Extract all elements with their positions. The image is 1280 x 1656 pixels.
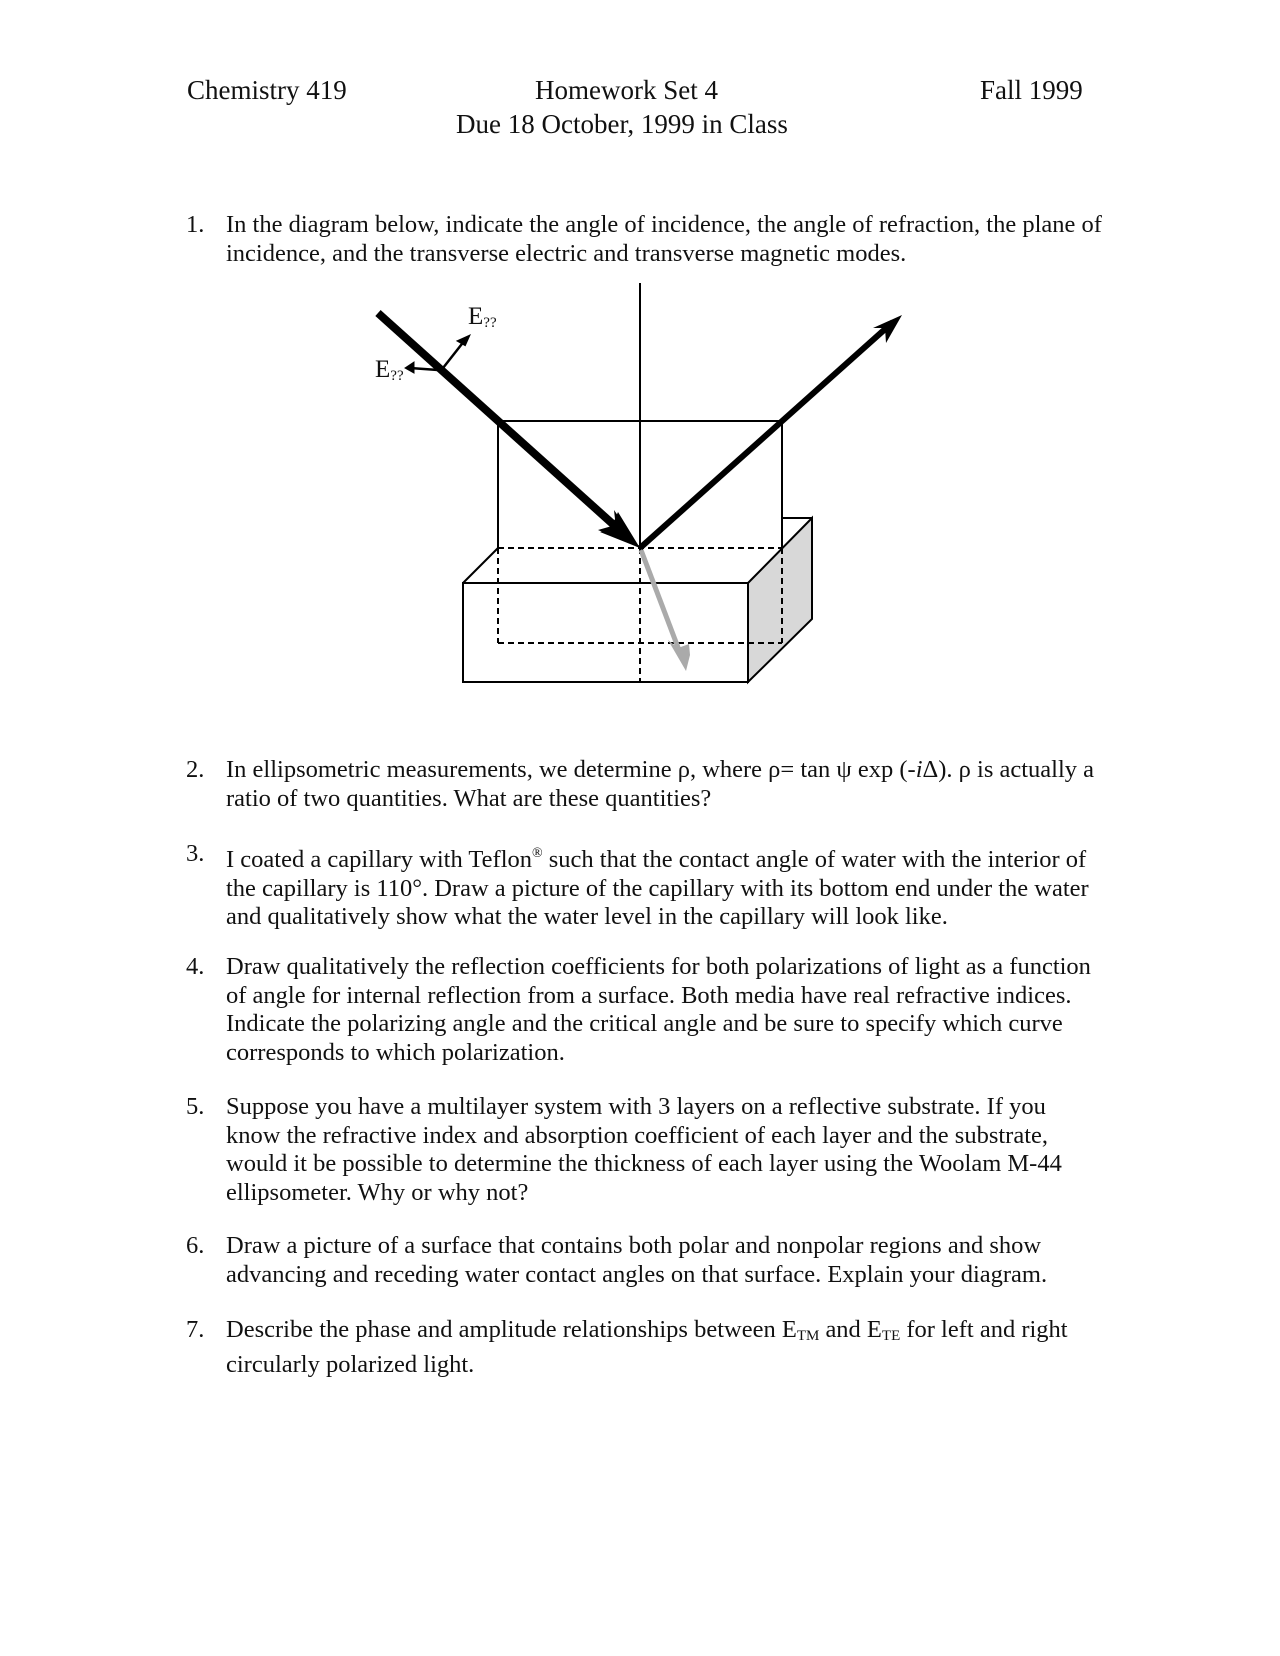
incident-ray <box>378 313 640 548</box>
registered-mark: ® <box>532 846 543 861</box>
question-3 <box>186 840 1106 932</box>
question-text: Draw qualitatively the reflection coefficients for both polarizations of light as a function of angle for internal reflection from a surface. Both media have real refractive indices. Indicate the polarizing angle and the critical angle and be sure to specify which curve corresponds to which polarization. <box>226 953 1091 1066</box>
reflection-diagram <box>0 0 1280 720</box>
question-text: I coated a capillary with Teflon® such that the contact angle of water with the interior of the capillary is 110°. Draw a picture of the capillary with its bottom end under the water and qualitatively show what the water level in the capillary will look like. <box>226 846 1089 930</box>
question-text: Describe the phase and amplitude relationships between $E_{TM}$ and $E_{TE}$ for left and right circularly polarized light. <box>226 1316 1068 1378</box>
question-number: 6. <box>186 1232 205 1259</box>
question-6 <box>186 1232 1106 1289</box>
e-label-parallel: $E_{??}$ <box>468 303 497 331</box>
question-text: Suppose you have a multilayer system with 3 layers on a reflective substrate. If you know the refractive index and absorption coefficient of each layer and the substrate, would it be possible to determine the thickness of each layer using the Woolam M-44 ellipsometer. Why or why not? <box>226 1093 1062 1206</box>
question-number: 2. <box>186 756 205 783</box>
reflected-ray <box>640 315 902 548</box>
question-7 <box>186 1316 1106 1379</box>
question-text: In ellipsometric measurements, we determine ρ, where ρ= tan ψ exp (-iΔ). ρ is actually a ratio of two quantities. What are these quantities? <box>226 756 1095 812</box>
block-front-face <box>463 583 748 682</box>
question-text: In the diagram below, indicate the angle of incidence, the angle of refraction, the plane of incidence, and the transverse electric and transverse magnetic modes. <box>226 211 1102 267</box>
question-text: Draw a picture of a surface that contains both polar and nonpolar regions and show advancing and receding water contact angles on that surface. Explain your diagram. <box>226 1232 1048 1288</box>
question-number: 3. <box>186 840 205 867</box>
question-5 <box>186 1093 1106 1207</box>
question-4 <box>186 953 1106 1067</box>
refracted-ray <box>641 550 690 671</box>
assignment-title: Homework Set 4 <box>535 75 718 105</box>
question-number: 1. <box>186 211 205 238</box>
due-date: Due 18 October, 1999 in Class <box>456 109 788 139</box>
e-label-perpendicular: $E_{??}$ <box>375 356 404 384</box>
block-side-face <box>748 518 812 682</box>
label-subscript: ?? <box>390 368 404 384</box>
label-subscript: ?? <box>483 315 497 331</box>
question-number: 5. <box>186 1093 205 1120</box>
question-number: 4. <box>186 953 205 980</box>
substrate-block <box>463 518 812 682</box>
course-name: Chemistry 419 <box>187 75 347 105</box>
question-number: 7. <box>186 1316 205 1343</box>
term: Fall 1999 <box>980 75 1083 105</box>
question-2 <box>186 756 1106 813</box>
